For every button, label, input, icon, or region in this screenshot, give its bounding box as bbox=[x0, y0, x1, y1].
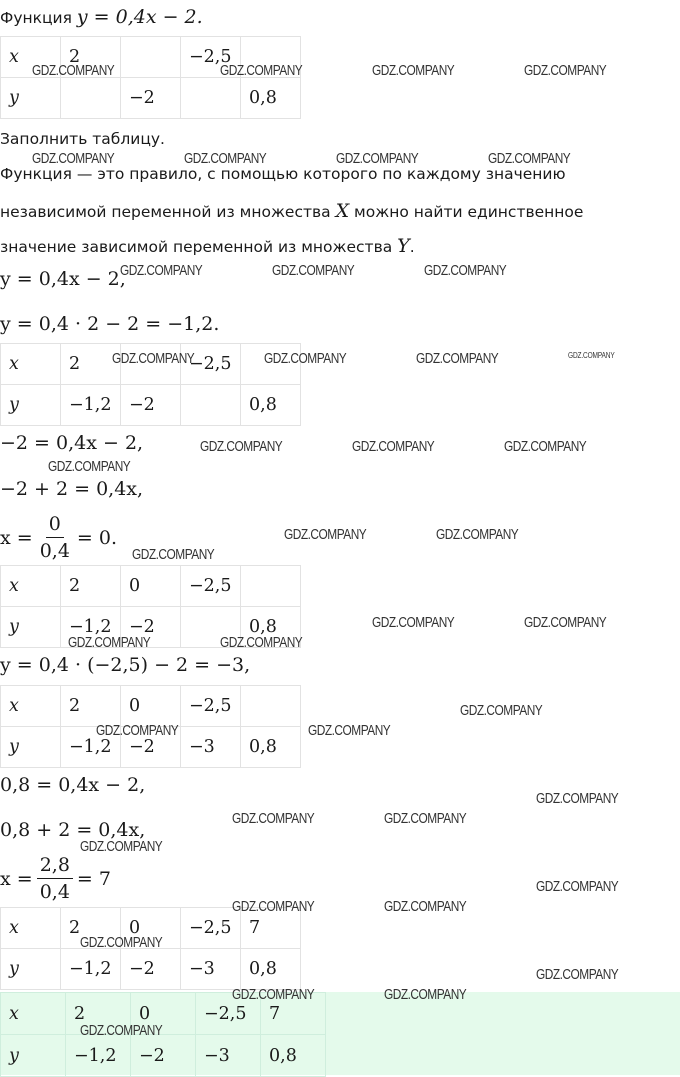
table-cell: −2 bbox=[121, 607, 181, 648]
fraction: $\frac{2,8}{0,4}$ bbox=[37, 853, 73, 904]
table-row-y bbox=[1, 1035, 326, 1077]
table-cell: 2 bbox=[61, 686, 121, 727]
table-cell bbox=[181, 78, 241, 119]
table-cell: 0,8 bbox=[261, 1035, 326, 1077]
table-cell: −2 bbox=[121, 78, 181, 119]
watermark: GDZ.COMPANY bbox=[32, 63, 115, 79]
watermark: GDZ.COMPANY bbox=[32, 151, 115, 167]
table-cell: −3 bbox=[196, 1035, 261, 1077]
watermark: GDZ.COMPANY bbox=[424, 263, 507, 279]
equation-step-2: y = 0,4 · 2 − 2 = −1,2. bbox=[0, 313, 220, 335]
table-cell: 7 bbox=[241, 908, 301, 949]
table-cell: −2,5 bbox=[181, 344, 241, 385]
watermark: GDZ.COMPANY bbox=[416, 351, 499, 367]
equation-step-9: x = $\frac{2,8}{0,4}$ = 7 bbox=[0, 854, 111, 903]
definition-line-3: значение зависимой переменной из множества Y. bbox=[0, 235, 415, 257]
row-header-x: x bbox=[1, 908, 61, 949]
row-header-y: y bbox=[1, 78, 61, 119]
table-cell: 0 bbox=[121, 566, 181, 607]
table-cell: −2,5 bbox=[181, 908, 241, 949]
watermark: GDZ.COMPANY bbox=[120, 263, 203, 279]
table-cell: 0,8 bbox=[241, 727, 301, 768]
watermark: GDZ.COMPANY bbox=[48, 459, 131, 475]
equation-step-4: −2 + 2 = 0,4x, bbox=[0, 478, 144, 500]
table-cell: −3 bbox=[181, 949, 241, 990]
row-header-x: x bbox=[1, 993, 66, 1035]
row-header-y: y bbox=[1, 607, 61, 648]
table-cell: −1,2 bbox=[61, 385, 121, 426]
row-header-y: y bbox=[1, 1035, 66, 1077]
table-cell: 0,8 bbox=[241, 78, 301, 119]
table-row-y bbox=[1, 949, 301, 990]
header-formula: y = 0,4x − 2. bbox=[76, 6, 203, 28]
watermark: GDZ.COMPANY bbox=[232, 987, 315, 1003]
table-cell: 2 bbox=[61, 37, 121, 78]
table-cell: 0 bbox=[131, 993, 196, 1035]
table-cell: −2,5 bbox=[181, 566, 241, 607]
watermark: GDZ.COMPANY bbox=[524, 63, 607, 79]
table-cell: −3 bbox=[181, 727, 241, 768]
table-cell: −1,2 bbox=[61, 607, 121, 648]
table-cell: 2 bbox=[61, 908, 121, 949]
table-cell: 0 bbox=[121, 908, 181, 949]
table-cell: −2,5 bbox=[181, 686, 241, 727]
watermark: GDZ.COMPANY bbox=[384, 899, 467, 915]
watermark: GDZ.COMPANY bbox=[264, 351, 347, 367]
watermark: GDZ.COMPANY bbox=[184, 151, 267, 167]
watermark: GDZ.COMPANY bbox=[112, 351, 195, 367]
equation-step-3: −2 = 0,4x − 2, bbox=[0, 432, 144, 454]
answer-table bbox=[0, 992, 326, 1077]
table-cell: −1,2 bbox=[61, 727, 121, 768]
table-cell: 0,8 bbox=[241, 949, 301, 990]
watermark: GDZ.COMPANY bbox=[80, 1023, 163, 1039]
watermark: GDZ.COMPANY bbox=[568, 351, 615, 360]
table-cell: 2 bbox=[61, 566, 121, 607]
watermark: GDZ.COMPANY bbox=[372, 615, 455, 631]
table-cell bbox=[241, 686, 301, 727]
fraction: $\frac{0}{0,4}$ bbox=[39, 513, 70, 562]
row-header-y: y bbox=[1, 727, 61, 768]
table-cell: 0,8 bbox=[241, 385, 301, 426]
watermark: GDZ.COMPANY bbox=[336, 151, 419, 167]
watermark: GDZ.COMPANY bbox=[80, 935, 163, 951]
watermark: GDZ.COMPANY bbox=[200, 439, 283, 455]
equation-step-1: y = 0,4x − 2, bbox=[0, 268, 126, 290]
table-cell: 0,8 bbox=[241, 607, 301, 648]
problem-statement: Функция y = 0,4x − 2. bbox=[0, 6, 203, 28]
row-header-y: y bbox=[1, 949, 61, 990]
table-cell: −1,2 bbox=[66, 1035, 131, 1077]
table-cell: −1,2 bbox=[61, 949, 121, 990]
watermark: GDZ.COMPANY bbox=[132, 547, 215, 563]
table-cell bbox=[61, 78, 121, 119]
definition-line-1: Функция — это правило, с помощью которого по каждому значению bbox=[0, 165, 566, 183]
watermark: GDZ.COMPANY bbox=[80, 839, 163, 855]
table-cell bbox=[241, 566, 301, 607]
watermark: GDZ.COMPANY bbox=[96, 723, 179, 739]
watermark: GDZ.COMPANY bbox=[372, 63, 455, 79]
watermark: GDZ.COMPANY bbox=[232, 811, 315, 827]
equation-step-8: 0,8 + 2 = 0,4x, bbox=[0, 819, 146, 841]
watermark: GDZ.COMPANY bbox=[220, 63, 303, 79]
row-header-y: y bbox=[1, 385, 61, 426]
table-cell: −2 bbox=[121, 385, 181, 426]
watermark: GDZ.COMPANY bbox=[536, 967, 619, 983]
table-cell: 7 bbox=[261, 993, 326, 1035]
table-cell bbox=[121, 37, 181, 78]
equation-step-6: y = 0,4 · (−2,5) − 2 = −3, bbox=[0, 654, 251, 676]
definition-line-2: независимой переменной из множества X можно найти единственное bbox=[0, 200, 584, 222]
watermark: GDZ.COMPANY bbox=[536, 791, 619, 807]
row-header-x: x bbox=[1, 686, 61, 727]
table-cell: −2,5 bbox=[196, 993, 261, 1035]
watermark: GDZ.COMPANY bbox=[536, 879, 619, 895]
watermark: GDZ.COMPANY bbox=[284, 527, 367, 543]
watermark: GDZ.COMPANY bbox=[460, 703, 543, 719]
table-row-x bbox=[1, 566, 301, 607]
table-cell: 2 bbox=[61, 344, 121, 385]
row-header-x: x bbox=[1, 566, 61, 607]
watermark: GDZ.COMPANY bbox=[232, 899, 315, 915]
watermark: GDZ.COMPANY bbox=[384, 987, 467, 1003]
task-text: Заполнить таблицу. bbox=[0, 130, 165, 148]
table-cell: −2,5 bbox=[181, 37, 241, 78]
table-cell: −2 bbox=[121, 949, 181, 990]
watermark: GDZ.COMPANY bbox=[352, 439, 435, 455]
table-cell: −2 bbox=[131, 1035, 196, 1077]
table-row-y bbox=[1, 78, 301, 119]
table-row-x bbox=[1, 686, 301, 727]
watermark: GDZ.COMPANY bbox=[488, 151, 571, 167]
watermark: GDZ.COMPANY bbox=[384, 811, 467, 827]
equation-step-5: x = $\frac{0}{0,4}$ = 0. bbox=[0, 513, 117, 562]
watermark: GDZ.COMPANY bbox=[524, 615, 607, 631]
table-row-y bbox=[1, 385, 301, 426]
watermark: GDZ.COMPANY bbox=[220, 635, 303, 651]
table-cell: −2 bbox=[121, 727, 181, 768]
watermark: GDZ.COMPANY bbox=[436, 527, 519, 543]
watermark: GDZ.COMPANY bbox=[272, 263, 355, 279]
row-header-x: x bbox=[1, 37, 61, 78]
table-cell: 2 bbox=[66, 993, 131, 1035]
watermark: GDZ.COMPANY bbox=[68, 635, 151, 651]
table-cell: 0 bbox=[121, 686, 181, 727]
table-cell bbox=[181, 385, 241, 426]
watermark: GDZ.COMPANY bbox=[308, 723, 391, 739]
row-header-x: x bbox=[1, 344, 61, 385]
equation-step-7: 0,8 = 0,4x − 2, bbox=[0, 774, 146, 796]
watermark: GDZ.COMPANY bbox=[504, 439, 587, 455]
